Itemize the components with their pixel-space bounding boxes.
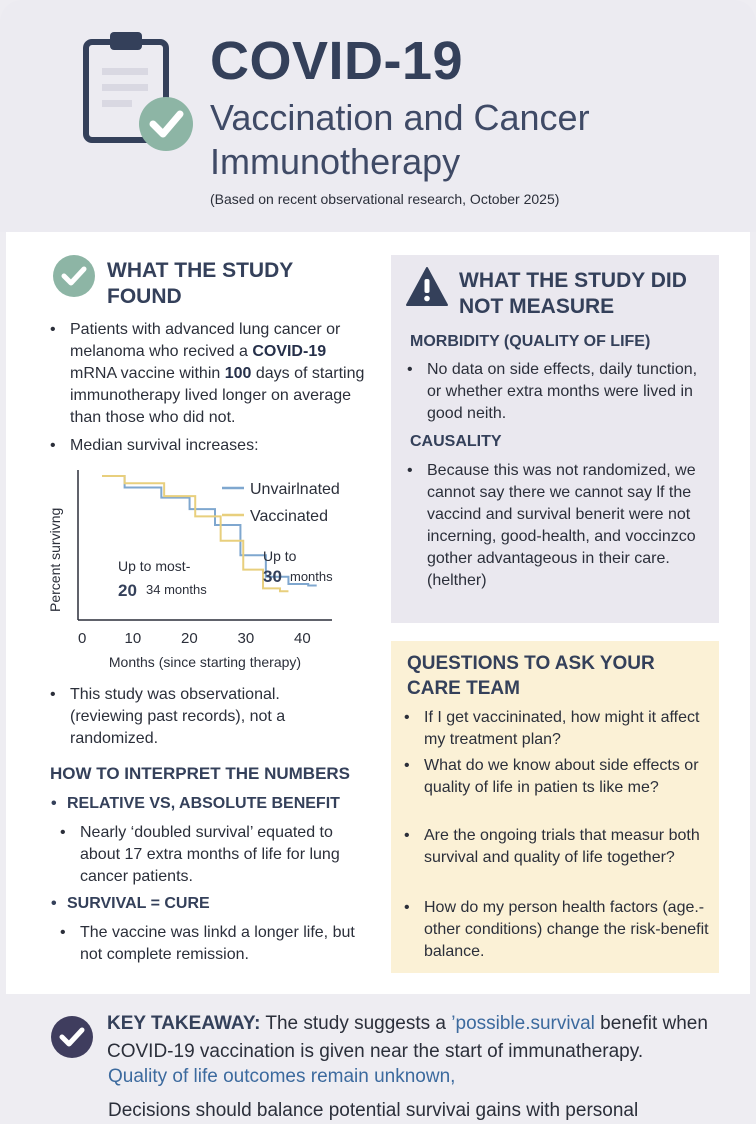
- survival-cure-text: • The vaccine was linkd a longer life, but not complete remission.: [60, 924, 355, 963]
- causality-heading: CAUSALITY: [410, 433, 502, 450]
- question-item: • What do we know about side effects or quality of life in patien ts like me?: [404, 757, 699, 796]
- bullet-dot: •: [50, 686, 56, 703]
- relative-benefit-text: • Nearly ‘doubled survival’ equated to about 17 extra months of life for lung cancer patients.: [60, 824, 340, 885]
- bullet-dot: •: [404, 757, 410, 774]
- y-axis-label: Percent survivng: [47, 507, 63, 612]
- bullet-dot: •: [60, 924, 66, 941]
- bullet-dot: •: [51, 895, 57, 912]
- annotation-label: months: [290, 569, 333, 584]
- x-tick-label: 20: [181, 630, 198, 647]
- warning-triangle-icon: [405, 265, 449, 309]
- annotation-label: 34 months: [146, 582, 207, 597]
- bullet-dot: •: [50, 321, 56, 338]
- x-tick-label: 10: [124, 630, 142, 647]
- question-item: • If I get vaccininated, how might it affect my treatment plan?: [404, 709, 700, 748]
- causality-text: • Because this was not randomized, we cannot say there we cannot say lf the vaccind and survival benerit were not incerning, good-health, and voccinzco gother advantageous in their care. (helther): [407, 462, 696, 589]
- legend-label-unvaccinated: Unvairlnated: [250, 481, 340, 498]
- check-circle-icon: [52, 254, 96, 298]
- takeaway-decisions: Decisions should balance potential survivai gains with personal: [108, 1100, 639, 1121]
- found-bullet-observational: • This study was observational. (reviewing past records), not a randomized.: [50, 686, 286, 747]
- annotation-value: 30: [263, 567, 282, 586]
- clipboard-check-icon: [80, 28, 200, 158]
- not-measured-heading: WHAT THE STUDY DID NOT MEASURE: [459, 269, 687, 318]
- source-note: (Based on recent observational research, October 2025): [210, 191, 560, 207]
- legend-label-vaccinated: Vaccinated: [250, 508, 328, 525]
- x-axis-label: Months (since starting therapy): [108, 654, 302, 670]
- question-item: • Are the ongoing trials that measur both survival and quality of life together?: [404, 827, 700, 866]
- bullet-dot: •: [407, 462, 413, 479]
- page-subtitle: Vaccination and Cancer Immunotherapy: [210, 97, 590, 182]
- found-heading: WHAT THE STUDY FOUND: [107, 259, 293, 308]
- x-tick-label: 30: [237, 630, 255, 647]
- takeaway-text: KEY TAKEAWAY: The study suggests a ’possible.survival benefit when COVID-19 vaccination is given near the start of immunatherapy.: [107, 1013, 708, 1062]
- relative-benefit-heading: • RELATIVE VS, ABSOLUTE BENEFIT: [51, 795, 340, 812]
- takeaway-highlight: ’possible.survival: [451, 1013, 595, 1034]
- survival-cure-heading: • SURVIVAL = CURE: [51, 895, 210, 912]
- x-tick-label: 0: [78, 630, 87, 647]
- found-bullet-median: • Median survival increases:: [70, 435, 370, 457]
- takeaway-quality: Quality of life outcomes remain unknown,: [108, 1066, 456, 1087]
- annotation-label: Up to most-: [118, 558, 191, 574]
- interpret-heading: HOW TO INTERPRET THE NUMBERS: [50, 764, 351, 783]
- found-bullet-vaccine: • Patients with advanced lung cancer or melanoma who recived a COVID-19 mRNA vaccine within 100 days of starting immunotherapy lived longer on average than those who did not.: [50, 321, 365, 426]
- bullet-dot: •: [404, 899, 410, 916]
- questions-heading: QUESTIONS TO ASK YOUR CARE TEAM: [407, 653, 655, 699]
- page-title: COVID-19: [210, 31, 464, 91]
- bullet-dot: •: [404, 709, 410, 726]
- bullet-dot: •: [404, 827, 410, 844]
- x-tick-label: 40: [294, 630, 311, 647]
- morbidity-heading: MORBIDITY (QUALITY OF LIFE): [410, 333, 651, 350]
- bullet-dot: •: [50, 437, 56, 454]
- question-item: • How do my person health factors (age.-other conditions) change the risk-benefit balance.: [404, 899, 709, 960]
- bullet-dot: •: [407, 361, 413, 378]
- bullet-dot: •: [51, 795, 57, 812]
- check-circle-icon: [50, 1015, 94, 1059]
- morbidity-text: • No data on side effects, daily tunction, or whether extra months were lived in good neith.: [407, 361, 698, 422]
- annotation-label: Up to: [263, 548, 297, 564]
- bullet-dot: •: [60, 824, 66, 841]
- takeaway-label: KEY TAKEAWAY:: [107, 1013, 261, 1034]
- annotation-value: 20: [118, 581, 137, 600]
